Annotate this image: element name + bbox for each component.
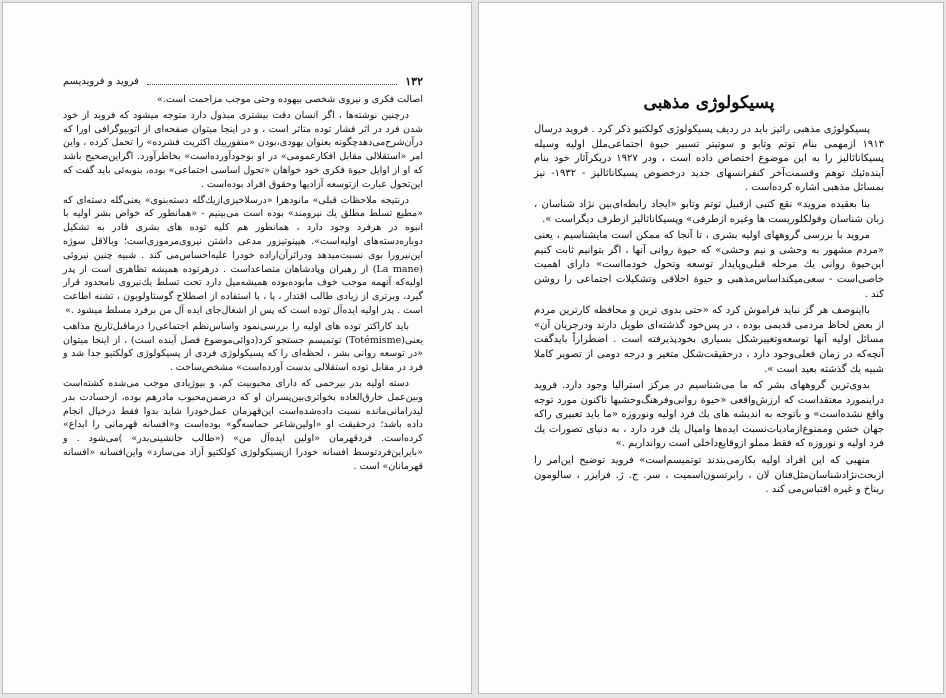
- header-leader-dots: [147, 77, 397, 85]
- paragraph: باید کاراکتر توده های اولیه را بررسی‌نمود واساس‌نظم اجتماعی‌را در‌ماقبل‌تاریخ مذاهب یعنی(Totémisme) توتمیسم جستجو کرد(دوائی‌موضوع فصل آینده است) ، از اینجا میتوان «در توسعه روانی بشر ، لحظه‌ای را که پسیکولوژی فردی از پسیکولوژی کولکتیو جدا شد و فرد در مقابل توده استقلالی بدست آورده‌است» مشخص‌ساخت .: [63, 320, 423, 374]
- right-page: [478, 2, 944, 694]
- running-header: [63, 73, 423, 89]
- paragraph: مروید با بررسی گروههای اولیه بشری ، تا آنجا که ممکن است مایشناسیم ، یعنی «مردم مشهور به وحشی و نیم وحشی» که حیوة روانی آنها ، اگر بتوانیم ثابت کنیم این‌حیوة روانی یك مرحله قبلی‌وپایدار توسعه وتحول خودما‌است» دارای اهمیت خاصی‌است - سعی‌میکنداساس‌مذهبی و حیوة اخلاقی وتشکیلات اجتماعی را روشن کند .: [534, 230, 884, 300]
- paragraph: بااینوصف هر گز نباید فراموش کرد که «حتی بدوی ترین و محافظه کارترین مردم از بعض لحاظ مردمی قدیمی بوده ، در پس‌خود گذشته‌ای طویل دارند ودرجریان آن» مسائل اولیه آنها توسعه‌وتغییرشکل بسیاری بخود‌پذیرفته است . اضطراراً باید‌گفت آنچه‌که در زمان فعلی‌وجود دارد ، درحقیقت‌شکل متغیر و درجه دومی از تصویر کاملا شبیه یك گذشته بعید است ».: [534, 305, 884, 375]
- paragraph: دسته اولیه بدر بیرحمی که دارای محبوبیت کم، و بیوژیادی موجب می‌شده کشته‌است وبین‌عمل خارق‌العاده بخواتری‌بین‌پسران او که درضمن‌محبوب مادرهم بوده، ازحسادت بدر لیدر‌امانی‌مانده نسبت داده‌شده‌است این‌قهرمان عمل‌خودرا شاید بدوا فقط در‌خیال انجام داده باشد؛ درحقیقت او «اولین‌شاعر حماسه‌گو» بوده‌است و«افسانه قهرمانی را ابداع» کرده‌است. فردقهرمان «اولین ایده‌آل من» («طالب جانشینی‌بدر» )می‌شود . و «بایراین‌فردتوسط افسانه خودرا ازپسیکولوژی کولکتیو آزاد می‌سازد» واین‌افسانه «افسانه قهرمانان» است .: [63, 377, 423, 472]
- left-page: [2, 2, 472, 694]
- running-head-title: فروید و فرویدیسم: [63, 75, 139, 87]
- paragraph: بنا بعقیده مروید» نقع کتبی ازقبیل توتم وتابو «ایجاد رابطه‌ای‌بین نژاد شناسان ، زبان شناسان وفولکلوریست ها وغیره ازطرفی» وپسیکاناثالیز ازطرف دیگراست ».: [534, 198, 884, 225]
- page-number: ۱۳۲: [405, 74, 423, 88]
- left-page-body: [63, 93, 423, 476]
- paragraph: درنتیجه ملاحظات قبلی» مانودهرا «درسلاخیزی‌ازیك‌گله دسته‌بنوی» یعنی‌گله دسته‌ای که «مطیع تسلط مطلق یك نیرومند» بوده است می‌بینیم - «همانطور که خواص بشر اولیه با انبوه در هرفرد وجود دارد ، همانطور هم کلیه توده های بشری قادر به تشکیل دوباره‌دسته‌های اولیه‌است». هیپنوتیزور مدعی داشتن نیروی‌مرموزی‌است؛ وبالاقل سوژه این‌نیرو‌را بوی نسبت‌میدهد ودراثرآن‌اراده خودرا علیه‌احساس‌می کند . شبیه چنین نیروئی (La mane) از رهبران وپادشاهان متصاعد‌است . درهرتوده همیشه تظاهری است از پدر اولیه‌که آنهمه موجب خوف ما‌بوده‌بوده همیشه‌میل دارد تحت تسلط یك‌نیروی نامحدود قرار گیرد، وبرتری‌ از زیادی طالب اقتدار ، یا ، با استفاده از اصطلاح گوستاولوبون ، تشنه اطاعت است . پدر اولیه ایده‌آل توده است که پس از اشغال‌جای ایده‌ آل من برفرد مسلط میشود .»: [63, 194, 423, 316]
- right-page-body: [534, 93, 884, 500]
- paragraph: بدوی‌ترین گروههای بشر که ما می‌شناسیم در مرکز استرالیا وجود دارد. فروید دراینمورد معتقداست که ارزش‌واقعی «حیوة روانی‌وفرهنگ‌وحشیها تاکنون مورد توجه واقع نشده‌است» و باتوجه به اندیشه های یك فرد اولیه ونوروزه «ما باید تعبیری راکه جهان خشن وممنوع‌ازمادیات‌نسبت ایده‌ها وامیال یك فرد دارد ، به دنیای تصورات یك فرد اولیه و نوروزه که فقط مملو ازوقایع‌داخلی است روانداریم .»: [534, 380, 884, 450]
- paragraph: پسیکولوژی مذهبی راثیز باید در ردیف پسیکولوژی کولکتیو ذکر کرد . فروید درسال ۱۹۱۳ ازمهمی بنام توتم وتابو و سوتیتر تسبیر حیوة اجتماعی‌ملل اولیه وسیله پسیکاناثالیز را به این موضوع اختصاص داده است ، ودر ۱۹۲۷ دریکرآثار خود بنام آینده‌ئیك توهم وقسمت‌آخر کنفرانسهای جدید درخصوص پسیکاناثالیز - ۱۹۳۲- نیز بمسائل مذهبی اشاره کرده‌است .: [534, 124, 885, 194]
- chapter-title: پسیکولوژی مذهبی: [643, 93, 775, 113]
- paragraph: منهبی که این افراد اولیه بکارمی‌بندند توتمیسم‌است» فروید توضیح این‌امر را ازبحث‌نژادشناسان‌مثل‌فنان لان ، رابرتسون‌اسمیت ، سر. ج. ژ. فرایزر ، سالومون ریناخ و غیره اقتباس‌می کند .: [534, 455, 884, 496]
- paragraph: اصالت فکری و نیروی شخصی بیهوده وحتی موجب مزاحمت است.»: [157, 94, 423, 105]
- paragraph: درچنین نوشته‌ها ، اگر انسان دقت بیشتری مبذول دارد متوجه میشود که فروید از خود شدن فرد در اثر فشار توده متاثر است ، و در اینجا میتوان صفحه‌ای از اتوبیوگرافی اورا که درآن‌شرح‌می‌دهدچگونه بعنوان یهودی،بودن «منفورییك اکثریت فشرده» را تحمل کرده ، واین امر «استقلالی مقابل افکارعمومی» در او بوجودآورده‌است» بخاطرآورد. اگراین‌صحیح باشد که او از اوایل حیوة فکری خود خواهان «تحول اساسی اجتماعی» بوده، بنوبه‌ئی باید گفت که این‌تحول عبارت ازتوسعه آزادیها وحقوق افراد بوده‌است .: [63, 109, 423, 190]
